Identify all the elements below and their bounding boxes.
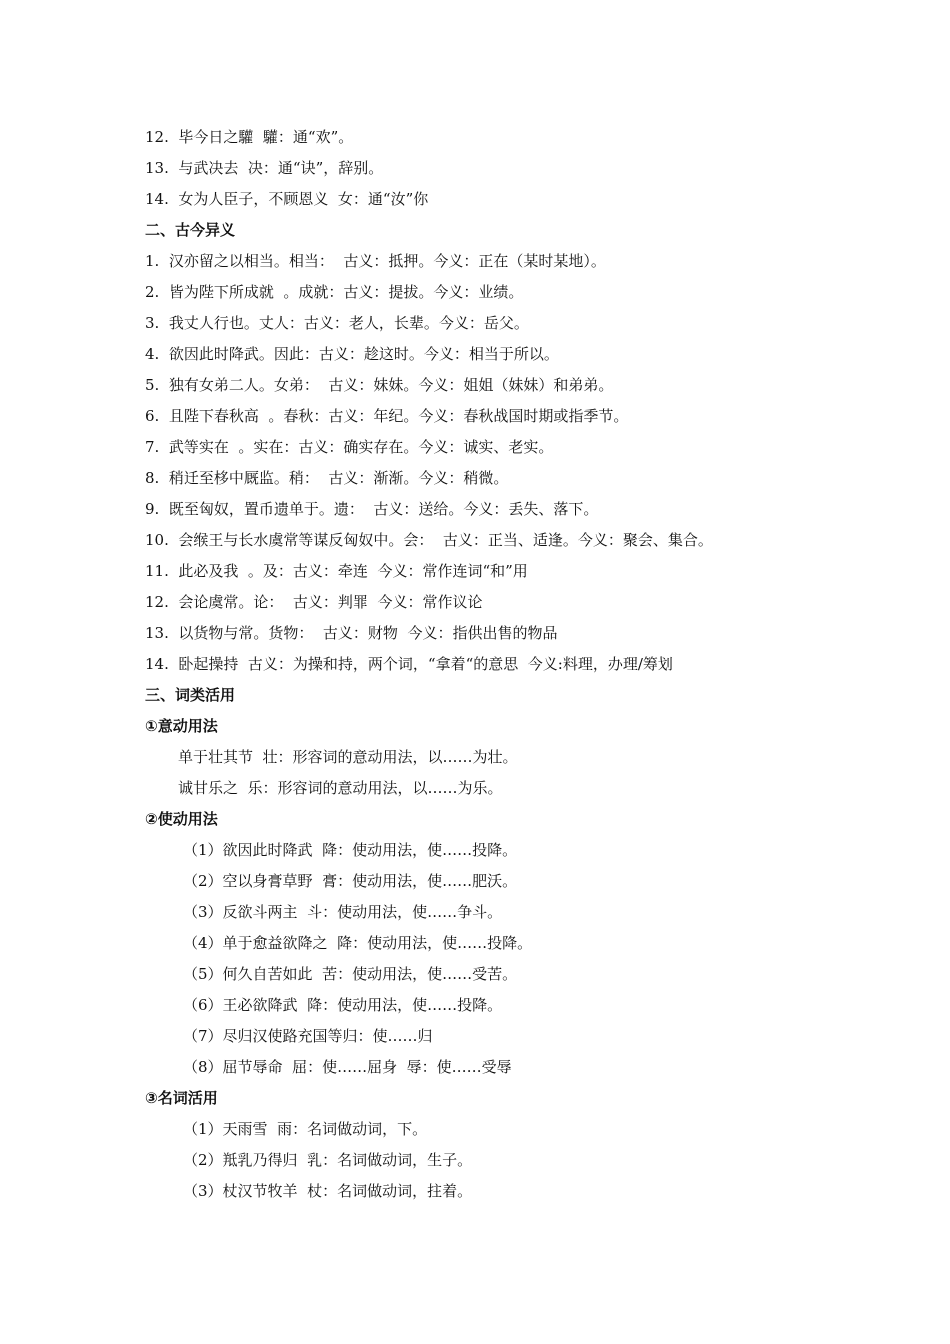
- list-item: 11. 此必及我 。及：古义：牵连 今义：常作连词“和”用: [145, 562, 528, 580]
- list-item: 13. 与武决去 决：通“诀”，辞别。: [145, 159, 384, 177]
- list-item: 诚甘乐之 乐：形容词的意动用法，以……为乐。: [178, 779, 503, 797]
- subsection-heading: ③名词活用: [145, 1089, 218, 1107]
- list-item: 4. 欲因此时降武。因此：古义：趁这时。今义：相当于所以。: [145, 345, 559, 363]
- list-item: 3. 我丈人行也。丈人：古义：老人，长辈。今义：岳父。: [145, 314, 529, 332]
- list-item: 7. 武等实在 。实在：古义：确实存在。今义：诚实、老实。: [145, 438, 554, 456]
- list-item: 1. 汉亦留之以相当。相当： 古义：抵押。今义：正在（某时某地）。: [145, 252, 606, 270]
- list-item: （6）王必欲降武 降：使动用法，使……投降。: [183, 996, 503, 1014]
- list-item: 14. 女为人臣子，不顾恩义 女：通“汝”你: [145, 190, 429, 208]
- list-item: 14. 卧起操持 古义：为操和持，两个词，“拿着“的意思 今义:料理，办理/筹划: [145, 655, 673, 673]
- list-item: （2）空以身膏草野 膏：使动用法，使……肥沃。: [183, 872, 518, 890]
- list-item: 12. 会论虞常。论： 古义：判罪 今义：常作议论: [145, 593, 483, 611]
- list-item: （7）尽归汉使路充国等归：使……归: [183, 1027, 433, 1045]
- list-item: 8. 稍迁至栘中厩监。稍： 古义：渐渐。今义：稍微。: [145, 469, 509, 487]
- subsection-heading: ②使动用法: [145, 810, 218, 828]
- subsection-heading: ①意动用法: [145, 717, 218, 735]
- list-item: 2. 皆为陛下所成就 。成就：古义：提拔。今义：业绩。: [145, 283, 524, 301]
- list-item: （3）反欲斗两主 斗：使动用法，使……争斗。: [183, 903, 503, 921]
- list-item: 12. 毕今日之驩 驩：通“欢”。: [145, 128, 354, 146]
- list-item: 10. 会缑王与长水虞常等谋反匈奴中。会： 古义：正当、适逢。今义：聚会、集合。: [145, 531, 713, 549]
- list-item: （8）屈节辱命 屈：使……屈身 辱：使……受辱: [183, 1058, 512, 1076]
- document-content: [145, 122, 885, 1207]
- list-item: 6. 且陛下春秋高 。春秋：古义：年纪。今义：春秋战国时期或指季节。: [145, 407, 629, 425]
- list-item: 13. 以货物与常。货物： 古义：财物 今义：指供出售的物品: [145, 624, 558, 642]
- list-item: （1）天雨雪 雨：名词做动词，下。: [183, 1120, 428, 1138]
- list-item: 单于壮其节 壮：形容词的意动用法，以……为壮。: [178, 748, 518, 766]
- list-item: （4）单于愈益欲降之 降：使动用法，使……投降。: [183, 934, 533, 952]
- list-item: （3）杖汉节牧羊 杖：名词做动词，拄着。: [183, 1182, 473, 1200]
- list-item: 5. 独有女弟二人。女弟： 古义：妹妹。今义：姐姐（妹妹）和弟弟。: [145, 376, 614, 394]
- list-item: 9. 既至匈奴，置币遗单于。遗： 古义：送给。今义：丢失、落下。: [145, 500, 599, 518]
- list-item: （1）欲因此时降武 降：使动用法，使……投降。: [183, 841, 518, 859]
- section-heading: 三、词类活用: [145, 686, 236, 704]
- section-heading: 二、古今异义: [145, 221, 236, 239]
- list-item: （2）羝乳乃得归 乳：名词做动词，生子。: [183, 1151, 473, 1169]
- list-item: （5）何久自苦如此 苦：使动用法，使……受苦。: [183, 965, 518, 983]
